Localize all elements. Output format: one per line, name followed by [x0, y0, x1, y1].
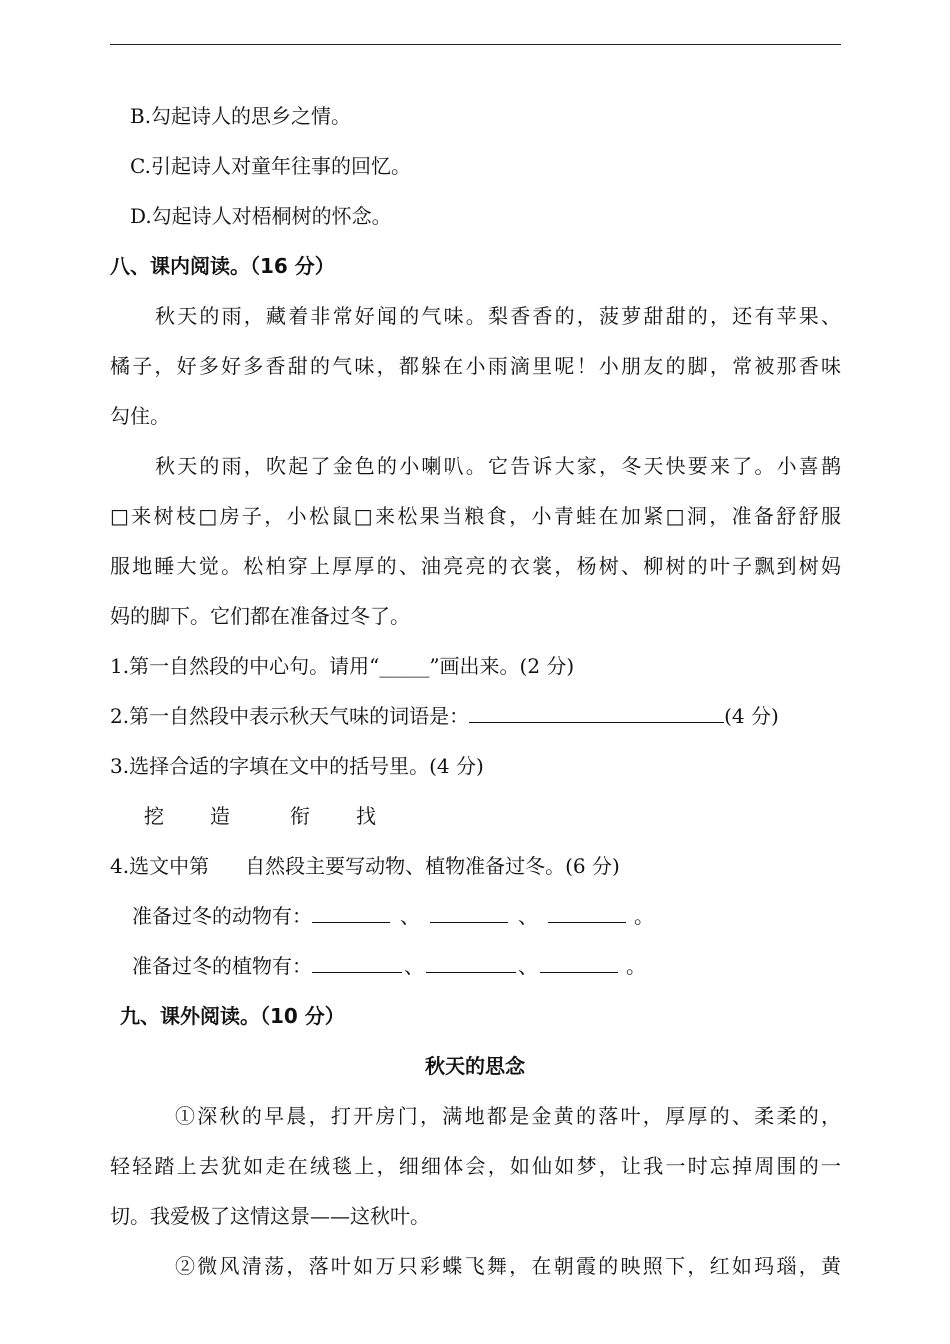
article-line: 切。我爱极了这情这景——这秋叶。	[110, 1204, 430, 1228]
period: 。	[634, 904, 654, 928]
animals-label: 准备过冬的动物有：	[132, 904, 312, 928]
question-2-text: 2.第一自然段中表示秋天气味的词语是：	[110, 704, 470, 728]
question-2	[110, 702, 779, 730]
passage2-line: 秋天的雨，吹起了金色的小喇叭。它告诉大家，冬天快要来了。小喜鹊	[155, 454, 841, 478]
header-rule	[110, 44, 841, 45]
section-9-heading: 九、课外阅读。（10 分）	[120, 1004, 345, 1028]
question-2-score: (4 分)	[724, 704, 779, 728]
question-1-text: 1.第一自然段的中心句。请用“	[110, 654, 380, 678]
period: 。	[626, 954, 646, 978]
option-b: B.勾起诗人的思乡之情。	[130, 104, 352, 128]
plants-label: 准备过冬的植物有：	[132, 954, 312, 978]
separator: 、	[518, 904, 538, 928]
option-d: D.勾起诗人对梧桐树的怀念。	[130, 204, 392, 228]
article-line: ①深秋的早晨，打开房门，满地都是金黄的落叶，厚厚的、柔柔的，	[175, 1104, 841, 1128]
separator: 、	[404, 954, 424, 978]
animals-line	[132, 902, 654, 930]
passage2-line: 服地睡大觉。松柏穿上厚厚的、油亮亮的衣裳，杨树、柳树的叶子飘到树妈	[110, 554, 841, 578]
question-4-rest: 自然段主要写动物、植物准备过冬。(6 分)	[245, 854, 620, 878]
answer-blank[interactable]	[430, 902, 508, 923]
separator: 、	[518, 954, 538, 978]
separator: 、	[400, 904, 420, 928]
passage1-line: 橘子，好多好多香甜的气味，都躲在小雨滴里呢！小朋友的脚，常被那香味	[110, 354, 841, 378]
question-4-text: 4.选文中第	[110, 854, 210, 878]
answer-blank[interactable]	[426, 952, 516, 973]
passage2-line: □来树枝□房子，小松鼠□来松果当粮食，小青蛙在加紧□洞，准备舒舒服	[110, 504, 841, 528]
passage1-line: 勾住。	[110, 404, 170, 428]
answer-blank[interactable]	[548, 902, 626, 923]
article-line: 轻轻踏上去犹如走在绒毯上，细细体会，如仙如梦，让我一时忘掉周围的一	[110, 1154, 841, 1178]
question-1	[110, 652, 574, 680]
passage2-line: 妈的脚下。它们都在准备过冬了。	[110, 604, 410, 628]
question-1-score: ”画出来。(2 分)	[429, 654, 575, 678]
question-3: 3.选择合适的字填在文中的括号里。(4 分)	[110, 754, 484, 778]
word-choice: 衔	[290, 804, 310, 828]
underline-mark: _____	[379, 654, 430, 678]
article-title: 秋天的思念	[425, 1054, 525, 1078]
word-choice: 挖	[144, 804, 164, 828]
article-line: ②微风清荡，落叶如万只彩蝶飞舞，在朝霞的映照下，红如玛瑙，黄	[175, 1254, 841, 1278]
answer-blank[interactable]	[469, 702, 724, 723]
passage1-line: 秋天的雨，藏着非常好闻的气味。梨香香的，菠萝甜甜的，还有苹果、	[155, 304, 841, 328]
answer-blank[interactable]	[312, 952, 402, 973]
question-4	[110, 852, 620, 880]
section-8-heading: 八、课内阅读。（16 分）	[110, 254, 335, 278]
word-choice: 造	[210, 804, 230, 828]
option-c: C.引起诗人对童年往事的回忆。	[130, 154, 411, 178]
answer-blank[interactable]	[540, 952, 618, 973]
word-choice: 找	[356, 804, 376, 828]
plants-line	[132, 952, 646, 980]
answer-blank[interactable]	[312, 902, 390, 923]
